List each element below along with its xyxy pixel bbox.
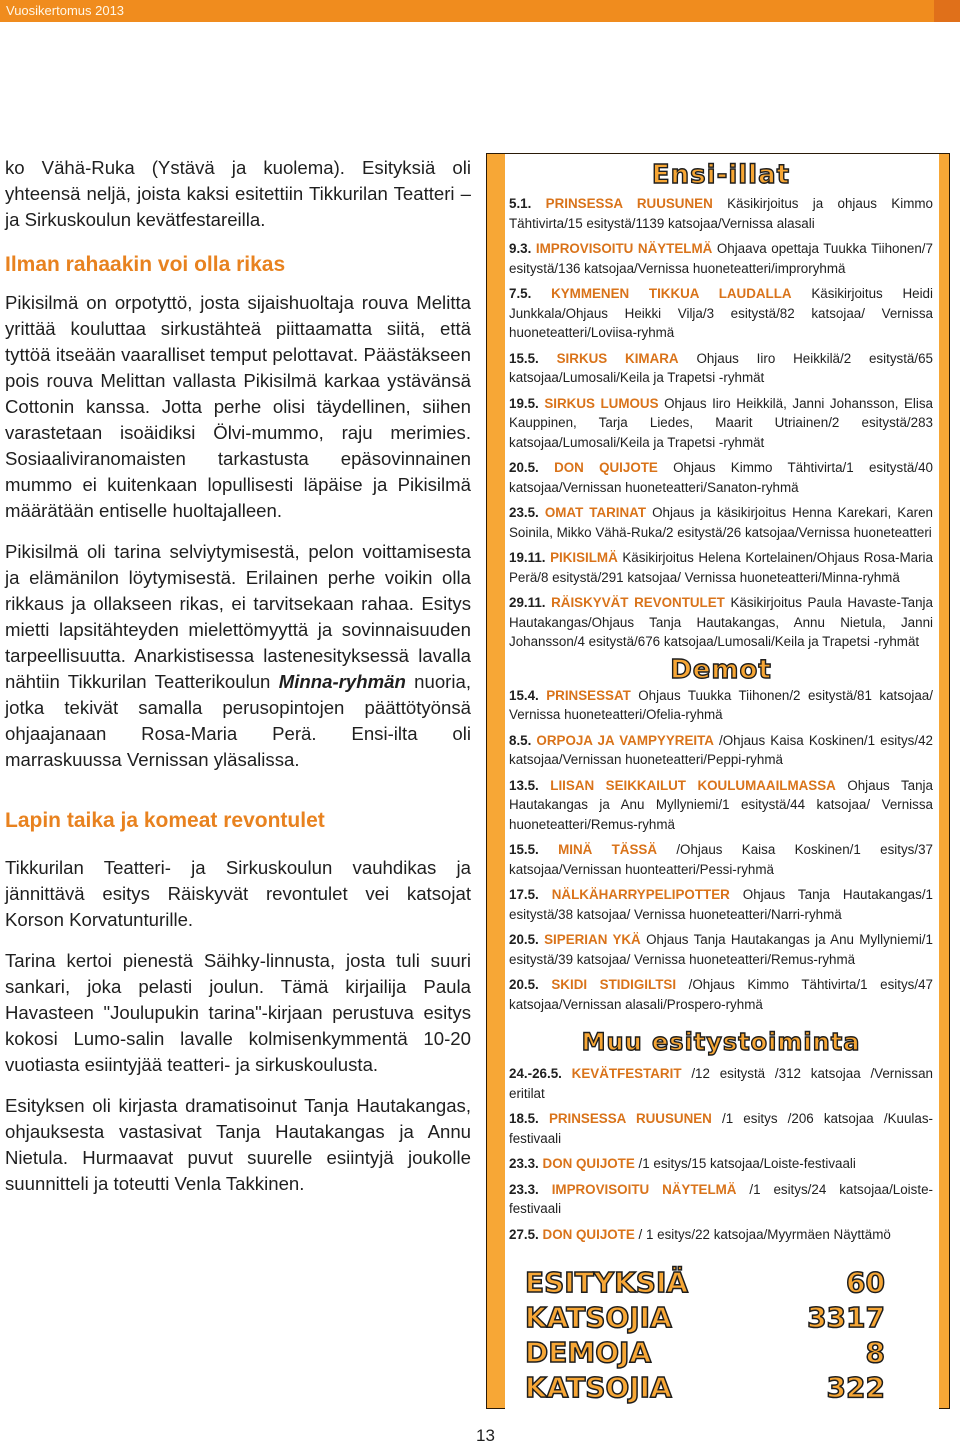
stat-row xyxy=(525,1371,885,1406)
header-bar xyxy=(0,0,960,22)
page-number: 13 xyxy=(476,1426,495,1445)
stat-value: 60 xyxy=(846,1266,885,1299)
performance-entry xyxy=(509,930,933,969)
entry-title: LIISAN SEIKKAILUT KOULUMAAILMASSA xyxy=(550,777,836,793)
performance-entry xyxy=(509,975,933,1014)
entry-title: ORPOJA JA VAMPYYREITA xyxy=(536,732,714,748)
entry-details: Ohjaus Kimmo Tähtivirta/1 esitystä/40 katsojaa/Vernissan huoneteatteri/Sanaton-ryhmä xyxy=(509,460,933,495)
section-heading-rich: Ilman rahaakin voi olla rikas xyxy=(5,253,286,276)
section-title-demos: Demot xyxy=(670,654,772,685)
entry-details: Ohjaus Iiro Heikkilä/2 esitystä/65 katsojaa/Lumosali/Keila ja Trapetsi -ryhmät xyxy=(509,350,933,385)
entry-title: DON QUIJOTE xyxy=(554,460,658,475)
stat-row xyxy=(525,1266,885,1301)
entry-details: Käsikirjoitus Paula Havaste-Tanja Hautakangas/Ohjaus Tanja Hautakangas, Annu Nietula, Janni Johansson/4 esitystä/676 katsojaa/Lumosali/Keila ja Trapetsi -ryhmät xyxy=(509,595,933,649)
entry-details: /1 esitys/24 katsojaa/Loiste-festivaali xyxy=(509,1181,933,1216)
entry-date: 15.5. xyxy=(509,842,539,857)
entry-details: /1 esitys/15 katsojaa/Loiste-festivaali xyxy=(638,1156,856,1171)
entry-details: /12 esitystä /312 katsojaa /Vernissan eritilat xyxy=(509,1066,933,1101)
entry-title: IMPROVISOITU NÄYTELMÄ xyxy=(551,1181,737,1197)
entry-title: SKIDI STIDIGILTSI xyxy=(551,977,677,992)
entry-title: DON QUIJOTE xyxy=(542,1156,635,1171)
performance-entry xyxy=(509,1154,933,1174)
performance-entry xyxy=(509,776,933,835)
paragraph-revontulet-credits: Esityksen oli kirjasta dramatisoinut Tanja Hautakangas, ohjauksesta vastasivat Tanja Hautakangas ja Annu Nietula. Hurmaavat puvut suurelle esiintyjä joukolle suunnitteli ja toteutti Venla Takkinen. xyxy=(5,1095,471,1194)
entry-title: KYMMENEN TIKKUA LAUDALLA xyxy=(551,286,792,301)
entry-title: SIPERIAN YKÄ xyxy=(544,932,641,947)
performance-entry xyxy=(509,593,933,652)
performance-entry xyxy=(509,194,933,233)
entry-details: Ohjaus Tanja Hautakangas ja Anu Myllyniemi/1 esitystä/44 katsojaa/ Vernissa huoneteatteri/Remus-ryhmä xyxy=(509,777,933,832)
performance-entry xyxy=(509,885,933,924)
entry-date: 23.3. xyxy=(509,1156,539,1171)
entry-title: KEVÄTFESTARIT xyxy=(571,1066,682,1081)
entry-title: RÄISKYVÄT REVONTULET xyxy=(551,595,725,610)
entry-date: 13.5. xyxy=(509,777,539,793)
entry-details: Ohjaus ja käsikirjoitus Henna Karekari, Karen Soinila, Mikko Vähä-Ruka/2 esitystä/26 katsojaa/Vernissa huoneteatteri xyxy=(509,505,933,540)
stat-label: ESITYKSIÄ xyxy=(525,1266,689,1299)
performance-entry xyxy=(509,1109,933,1148)
performance-entry xyxy=(509,284,933,343)
entry-date: 24.-26.5. xyxy=(509,1066,562,1081)
performance-entry xyxy=(509,731,933,770)
entry-date: 20.5. xyxy=(509,977,539,992)
entry-date: 23.5. xyxy=(509,505,539,520)
entry-title: OMAT TARINAT xyxy=(544,505,647,520)
intro-paragraph: ko Vähä-Ruka (Ystävä ja kuolema). Esityksiä oli yhteensä neljä, joista kaksi esitettiin Tikkurilan Teatteri – ja Sirkuskoulun kevätfestareilla. xyxy=(5,157,471,230)
performance-entry xyxy=(509,840,933,879)
paragraph-pikisilma-theme xyxy=(5,539,471,773)
stat-row xyxy=(525,1301,885,1336)
left-column xyxy=(5,155,471,1197)
entry-details: Ohjaava opettaja Tuukka Tiihonen/7 esitystä/136 katsojaa/Vernissa huoneteatteri/improryhmä xyxy=(509,241,933,276)
entry-details: /1 esitys /206 katsojaa /Kuulas-festivaali xyxy=(509,1111,933,1146)
entry-details: /Ohjaus Kimmo Tähtivirta/1 esitys/47 katsojaa/Vernissan alasali/Prospero-ryhmä xyxy=(509,977,933,1012)
entry-date: 19.11. xyxy=(509,550,546,565)
totals-block xyxy=(525,1266,885,1406)
report-title: Vuosikertomus 2013 xyxy=(6,3,125,18)
entry-date: 7.5. xyxy=(509,286,532,301)
performance-entry xyxy=(509,349,933,388)
section-title-other: Muu esitystoiminta xyxy=(581,1028,861,1056)
entry-details: Käsikirjoitus ja ohjaus Kimmo Tähtivirta/15 esitystä/1139 katsojaa/Vernissa alasali xyxy=(509,196,933,231)
entry-date: 15.5. xyxy=(509,350,539,366)
entry-date: 5.1. xyxy=(509,196,532,211)
entry-title: PIKISILMÄ xyxy=(550,550,618,565)
performance-entry xyxy=(509,394,933,453)
stat-row xyxy=(525,1336,885,1371)
entry-title: PRINSESSA RUUSUNEN xyxy=(548,1111,712,1126)
performances-list xyxy=(509,158,933,1244)
entry-title: PRINSESSAT xyxy=(546,687,631,703)
entry-date: 27.5. xyxy=(509,1226,539,1242)
stat-value: 3317 xyxy=(807,1301,885,1334)
entry-details: Ohjaus Tanja Hautakangas ja Anu Myllyniemi/1 esitystä/39 katsojaa/ Vernissa huoneteatteri/Remus-ryhmä xyxy=(509,932,933,967)
performance-entry xyxy=(509,686,933,725)
entry-title: IMPROVISOITU NÄYTELMÄ xyxy=(535,241,713,256)
entry-details: Käsikirjoitus Helena Kortelainen/Ohjaus Rosa-Maria Perä/8 esitystä/291 katsojaa/ Vernissa huoneteatteri/Minna-ryhmä xyxy=(509,550,933,585)
section-heading-lapin: Lapin taika ja komeat revontulet xyxy=(5,809,325,832)
performance-entry xyxy=(509,1180,933,1219)
demos-list xyxy=(509,686,933,1015)
entry-title: SIRKUS LUMOUS xyxy=(544,395,659,411)
paragraph-revontulet-story: Tarina kertoi pienestä Säihky-linnusta, josta tuli suuri sankari, joka pelasti joulun. Tämä kirjailija Paula Havasteen "Joulupukin tarina"-kirjaan perustuva esitys kokosi Lumo-salin lavalle kolmisenkymmentä 10-20 vuotiasta esiintyjää teatteri- ja sirkuskoulusta. xyxy=(5,950,471,1075)
performance-entry xyxy=(509,458,933,497)
entry-details: / 1 esitys/22 katsojaa/Myyrmäen Näyttämö xyxy=(638,1226,891,1242)
entry-date: 19.5. xyxy=(509,395,539,411)
entry-title: PRINSESSA RUUSUNEN xyxy=(545,196,713,211)
entry-details: Ohjaus Iiro Heikkilä, Janni Johansson, Elisa Kauppinen, Tarja Liedes, Maarit Utriainen/2 esitystä/283 katsojaa/Lumosali/Keila ja Trapetsi -ryhmät xyxy=(509,395,933,450)
entry-details: /Ohjaus Kaisa Koskinen/1 esitys/42 katsojaa/Vernissan huoneteatteri/Peppi-ryhmä xyxy=(509,732,933,767)
paragraph-text: Pikisilmä oli tarina selviytymisestä, pelon voittamisesta ja elämänilon löytymisestä. Erilainen perhe voikin olla rikkaus ja ollakseen rikas, ei tarvitsekaan rahaa. Esitys mietti lapsitähteyden mielettömyyttä ja sovinnaisuuden tarpeellisuutta. Anarkistisessa lastenesityksessä lavalla nähtiin Tikkurilan Teatterikoulun xyxy=(5,541,471,692)
performance-entry xyxy=(509,1064,933,1103)
stat-label: KATSOJIA xyxy=(525,1371,672,1404)
entry-details: Käsikirjoitus Heidi Junkkala/Ohjaus Heikki Vilja/3 esitystä/82 katsojaa/ Vernissa huoneteatteri/Loviisa-ryhmä xyxy=(509,286,933,340)
stat-label: KATSOJIA xyxy=(525,1301,672,1334)
entry-date: 20.5. xyxy=(509,460,539,475)
entry-date: 15.4. xyxy=(509,687,539,703)
stat-label: DEMOJA xyxy=(525,1336,652,1369)
entry-date: 29.11. xyxy=(509,595,546,610)
entry-date: 23.3. xyxy=(509,1181,539,1197)
entry-date: 8.5. xyxy=(509,732,532,748)
entry-date: 17.5. xyxy=(509,887,539,902)
entry-title: DON QUIJOTE xyxy=(542,1226,635,1242)
entry-title: NÄLKÄHARRYPELIPOTTER xyxy=(551,887,730,902)
stat-value: 322 xyxy=(826,1371,885,1404)
entry-date: 18.5. xyxy=(509,1111,539,1126)
entry-details: Ohjaus Tuukka Tiihonen/2 esitystä/81 katsojaa/ Vernissa huoneteatteri/Ofelia-ryhmä xyxy=(509,687,933,722)
performance-entry xyxy=(509,1225,933,1245)
paragraph-text: nuoria, jotka tekivät samalla perusopintojen päättötyönsä ohjaajanaan Rosa-Maria Perä. Ensi-ilta oli marraskuussa Vernissan yläsalissa. xyxy=(5,671,471,770)
performance-entry xyxy=(509,548,933,587)
paragraph-pikisilma-plot: Pikisilmä on orpotyttö, josta sijaishuoltaja rouva Melitta yrittää kouluttaa sirkustähteä piittaamatta siitä, että tyttöä itseään vaaralliset temput pelottavat. Päästäkseen pois rouva Melittan vallasta Pikisilmä karkaa ystävänsä Cottonin kanssa. Jotta perhe olisi täydellinen, siihen varastetaan isoäidiksi Ölvi-mummo, raju merimies. Sosiaaliviranomaisten tarkastusta epäsovinnainen mummo ei kuitenkaan lopullisesti läpäise ja Pikisilmä määrätään entiselle huoltajalleen. xyxy=(5,292,471,521)
entry-title: MINÄ TÄSSÄ xyxy=(558,842,658,857)
performance-entry xyxy=(509,239,933,278)
entry-details: Ohjaus Tanja Hautakangas/1 esitystä/38 katsojaa/ Vernissa huoneteatteri/Narri-ryhmä xyxy=(509,887,933,922)
stat-value: 8 xyxy=(865,1336,885,1369)
section-title-premieres: Ensi-illat xyxy=(651,160,791,190)
other-performances-list xyxy=(509,1064,933,1244)
paragraph-revontulet-intro: Tikkurilan Teatteri- ja Sirkuskoulun vauhdikas ja jännittävä esitys Räiskyvät revontulet vei katsojat Korson Korvatunturille. xyxy=(5,857,471,930)
entry-date: 20.5. xyxy=(509,932,539,947)
entry-details: /Ohjaus Kaisa Koskinen/1 esitys/37 katsojaa/Vernissan huonteatteri/Pessi-ryhmä xyxy=(509,842,933,877)
performance-entry xyxy=(509,503,933,542)
entry-title: SIRKUS KIMARA xyxy=(556,350,679,366)
entry-date: 9.3. xyxy=(509,241,532,256)
group-name: Minna-ryhmän xyxy=(278,671,406,692)
premieres-list xyxy=(509,194,933,652)
header-corner-mark xyxy=(934,0,960,22)
